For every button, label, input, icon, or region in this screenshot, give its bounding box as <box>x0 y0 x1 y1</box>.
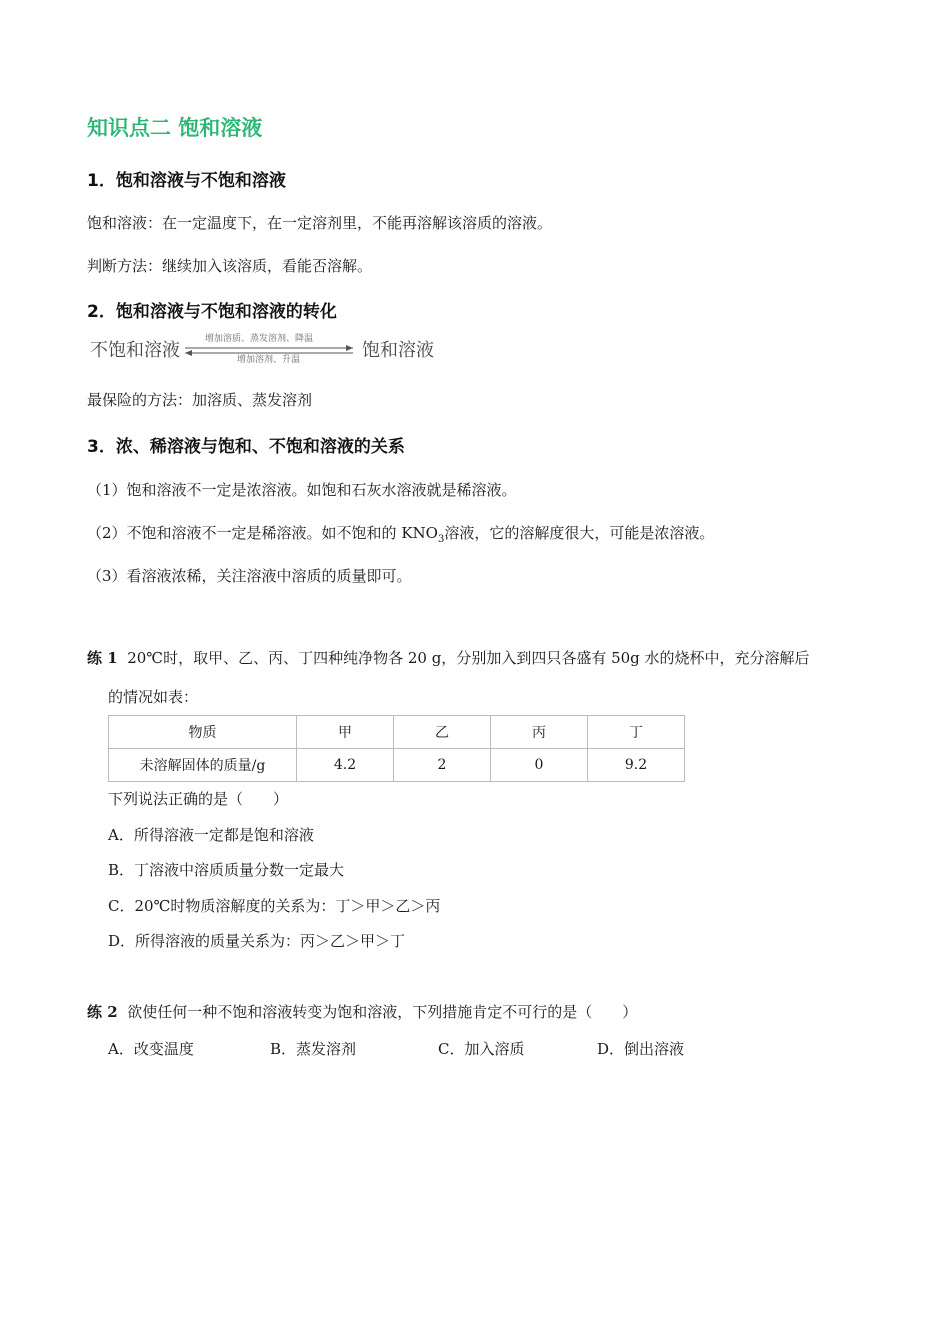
exercise-1-label: 练 1 <box>87 649 118 667</box>
ex2-option-c[interactable]: C．加入溶质 <box>438 1040 525 1058</box>
point-3: （3）看溶液浓稀，关注溶液中溶质的质量即可。 <box>87 567 412 585</box>
table-header-cell: 甲 <box>297 716 394 749</box>
knowledge-point-title: 知识点二 饱和溶液 <box>87 116 263 140</box>
exercise-2-stem <box>87 1001 637 1022</box>
table-cell: 0 <box>491 749 588 782</box>
table-header-cell: 丙 <box>491 716 588 749</box>
exercise-1-question: 下列说法正确的是（ ） <box>108 790 289 808</box>
point-2 <box>87 522 714 545</box>
exercise-2-label: 练 2 <box>87 1003 118 1021</box>
point-2-text-a: （2）不饱和溶液不一定是稀溶液。如不饱和的 KNO <box>87 524 438 542</box>
safest-method: 最保险的方法：加溶质、蒸发溶剂 <box>87 391 313 409</box>
conversion-diagram <box>87 334 487 370</box>
table-cell: 4.2 <box>297 749 394 782</box>
saturated-definition: 饱和溶液：在一定温度下，在一定溶剂里，不能再溶解该溶质的溶液。 <box>87 214 553 232</box>
forward-conditions: 增加溶质、蒸发溶剂、降温 <box>205 334 314 344</box>
table-header-cell: 丁 <box>588 716 685 749</box>
ex2-option-b[interactable]: B．蒸发溶剂 <box>270 1040 357 1058</box>
option-b[interactable]: B．丁溶液中溶质质量分数一定最大 <box>108 861 345 879</box>
option-c[interactable]: C．20℃时物质溶解度的关系为：丁＞甲＞乙＞丙 <box>108 897 441 915</box>
solubility-table <box>108 715 685 782</box>
section-2-heading: 2．饱和溶液与不饱和溶液的转化 <box>87 302 337 322</box>
ex2-option-d[interactable]: D．倒出溶液 <box>597 1040 685 1058</box>
table-cell: 9.2 <box>588 749 685 782</box>
point-2-text-b: 溶液，它的溶解度很大，可能是浓溶液。 <box>444 524 715 542</box>
option-a[interactable]: A．所得溶液一定都是饱和溶液 <box>108 826 314 844</box>
table-cell: 未溶解固体的质量/g <box>109 749 297 782</box>
table-cell: 2 <box>394 749 491 782</box>
saturated-label: 饱和溶液 <box>362 340 434 361</box>
judgement-method: 判断方法：继续加入该溶质，看能否溶解。 <box>87 257 373 275</box>
point-1: （1）饱和溶液不一定是浓溶液。如饱和石灰水溶液就是稀溶液。 <box>87 481 517 499</box>
table-header-cell: 乙 <box>394 716 491 749</box>
forward-arrow-head <box>346 345 353 351</box>
section-3-heading: 3．浓、稀溶液与饱和、不饱和溶液的关系 <box>87 437 405 457</box>
ex2-option-a[interactable]: A．改变温度 <box>108 1040 194 1058</box>
backward-arrow-head <box>185 350 192 356</box>
exercise-1-stem <box>87 647 810 668</box>
table-header-row <box>109 716 685 749</box>
point-2-subscript: 3 <box>437 534 445 545</box>
table-header-cell: 物质 <box>109 716 297 749</box>
exercise-1-stem-line2: 的情况如表： <box>108 688 199 706</box>
option-d[interactable]: D．所得溶液的质量关系为：丙＞乙＞甲＞丁 <box>108 932 406 950</box>
exercise-1-stem-line1: 20℃时，取甲、乙、丙、丁四种纯净物各 20 g，分别加入到四只各盛有 50g 水的烧杯中，充分溶解后 <box>127 649 810 667</box>
exercise-2-stem-text: 欲使任何一种不饱和溶液转变为饱和溶液，下列措施肯定不可行的是（ ） <box>127 1003 638 1021</box>
table-row <box>109 749 685 782</box>
section-1-heading: 1．饱和溶液与不饱和溶液 <box>87 171 286 191</box>
unsaturated-label: 不饱和溶液 <box>90 340 180 361</box>
backward-conditions: 增加溶剂、升温 <box>237 355 301 365</box>
